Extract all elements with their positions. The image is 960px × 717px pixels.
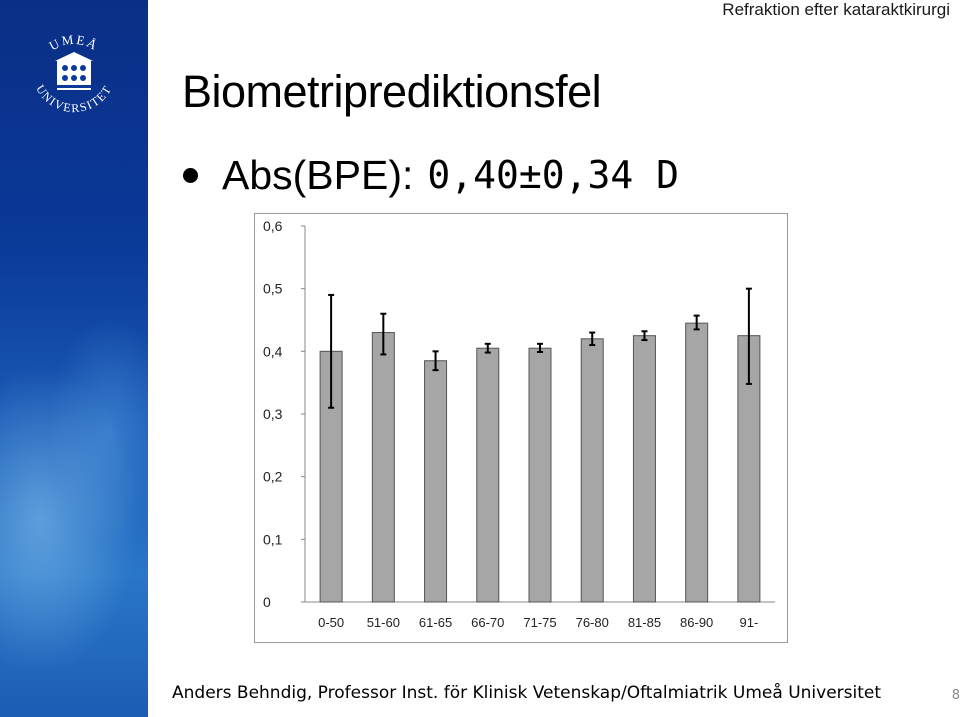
- bar-chart: [255, 214, 787, 642]
- sidebar-banner: [0, 0, 148, 717]
- logo-text-top: UMEÅ: [46, 31, 102, 54]
- y-tick-label: 0,6: [263, 218, 283, 234]
- bar-81-85: [633, 336, 655, 602]
- chart-frame: [254, 213, 788, 643]
- bar-51-60: [372, 333, 394, 602]
- logo-text-bottom: UNIVERSITET: [33, 82, 115, 116]
- x-tick-label: 66-70: [471, 615, 505, 630]
- bar-86-90: [686, 323, 708, 602]
- slide-title: Biometriprediktionsfel: [182, 66, 602, 117]
- bullet-label: Abs(BPE):: [222, 151, 414, 198]
- bullet-value: 0,40±0,34 D: [427, 153, 680, 197]
- x-tick-label: 51-60: [366, 615, 400, 630]
- bar-71-75: [529, 348, 551, 602]
- university-seal-icon: [55, 52, 93, 90]
- svg-text:UMEÅ: [47, 32, 102, 54]
- x-tick-label: 61-65: [418, 615, 453, 630]
- presentation-header-title: Refraktion efter kataraktkirurgi: [722, 0, 950, 19]
- bullet-item: [183, 150, 679, 200]
- bar-61-65: [425, 361, 447, 602]
- x-tick-label: 0-50: [318, 615, 345, 630]
- x-tick-label: 91-: [739, 615, 759, 630]
- umea-university-logo: [24, 30, 124, 130]
- y-tick-label: 0: [263, 594, 271, 610]
- bullet-dot-icon: [183, 168, 198, 183]
- y-tick-label: 0,3: [263, 406, 283, 422]
- bar-76-80: [581, 339, 603, 602]
- y-tick-label: 0,2: [263, 468, 283, 485]
- slide-number: 8: [951, 688, 960, 703]
- x-tick-label: 86-90: [680, 615, 714, 630]
- y-tick-label: 0,4: [263, 343, 283, 360]
- x-tick-label: 71-75: [523, 615, 557, 630]
- y-tick-label: 0,5: [263, 280, 283, 297]
- bar-66-70: [477, 348, 499, 602]
- y-tick-label: 0,1: [263, 531, 283, 548]
- x-tick-label: 76-80: [575, 615, 609, 630]
- x-tick-label: 81-85: [627, 615, 662, 630]
- footer-text: Anders Behndig, Professor Inst. för Klinisk Vetenskap/Oftalmiatrik Umeå Universitet: [172, 683, 882, 703]
